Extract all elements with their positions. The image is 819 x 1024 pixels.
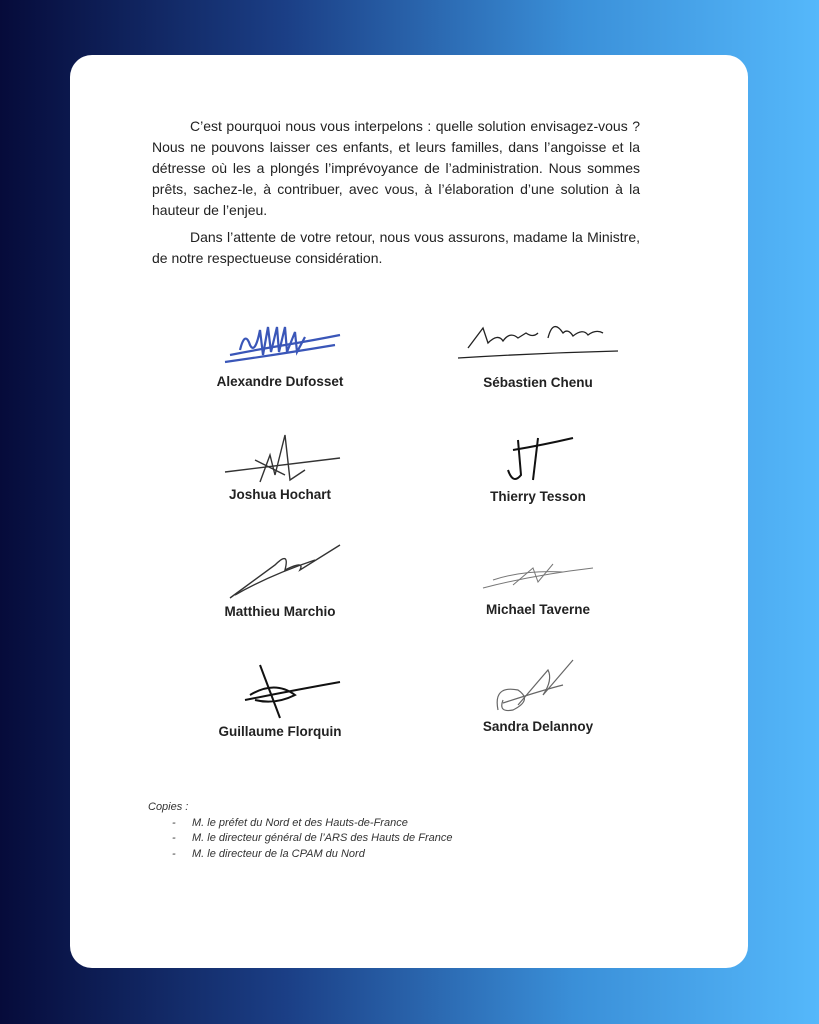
copies-heading: Copies : [148,801,189,813]
signature-image [448,303,628,373]
signature-block [438,550,638,617]
signature-block [180,430,380,502]
letter-page [70,55,748,968]
signatory-name: Michael Taverne [485,602,591,617]
copies-list [148,816,452,863]
letter-paragraph-1 [152,116,640,221]
signature-image [473,430,603,487]
letter-paragraph-2 [152,227,640,269]
signature-block [180,310,380,389]
copy-recipient: - M. le préfet du Nord et des Hauts-de-France [148,816,452,832]
signature-image [215,310,345,372]
signatory-name: Joshua Hochart [228,487,332,502]
signatory-name: Matthieu Marchio [224,604,336,619]
copies-section [148,800,452,862]
signature-block [180,660,380,739]
signature-block [438,303,638,390]
signature-block [180,540,380,619]
signature-image [473,655,603,717]
signature-image [215,660,345,722]
signature-image [215,540,345,602]
signature-block [438,430,638,504]
signatory-name: Sébastien Chenu [483,375,593,390]
signature-block [438,655,638,734]
signatory-name: Sandra Delannoy [482,719,594,734]
signatory-name: Thierry Tesson [490,489,586,504]
copy-recipient: - M. le directeur général de l’ARS des Hauts de France [148,831,452,847]
copy-recipient: - M. le directeur de la CPAM du Nord [148,847,452,863]
signature-image [473,550,603,600]
signatory-name: Alexandre Dufosset [216,374,344,389]
signatory-name: Guillaume Florquin [218,724,342,739]
signature-image [215,430,345,485]
paragraph-text: C’est pourquoi nous vous interpelons : quelle solution envisagez-vous ? Nous ne pouvons laisser ces enfants, et leurs familles, dans l’angoisse et la détresse où les a plongés l’imprévoyance de l’administration. Nous sommes prêts, sachez-le, à contribuer, avec vous, à l’élaboration d’une solution à la hauteur de l’enjeu. [152,118,640,218]
paragraph-text: Dans l’attente de votre retour, nous vous assurons, madame la Ministre, de notre respectueuse considération. [152,229,640,266]
